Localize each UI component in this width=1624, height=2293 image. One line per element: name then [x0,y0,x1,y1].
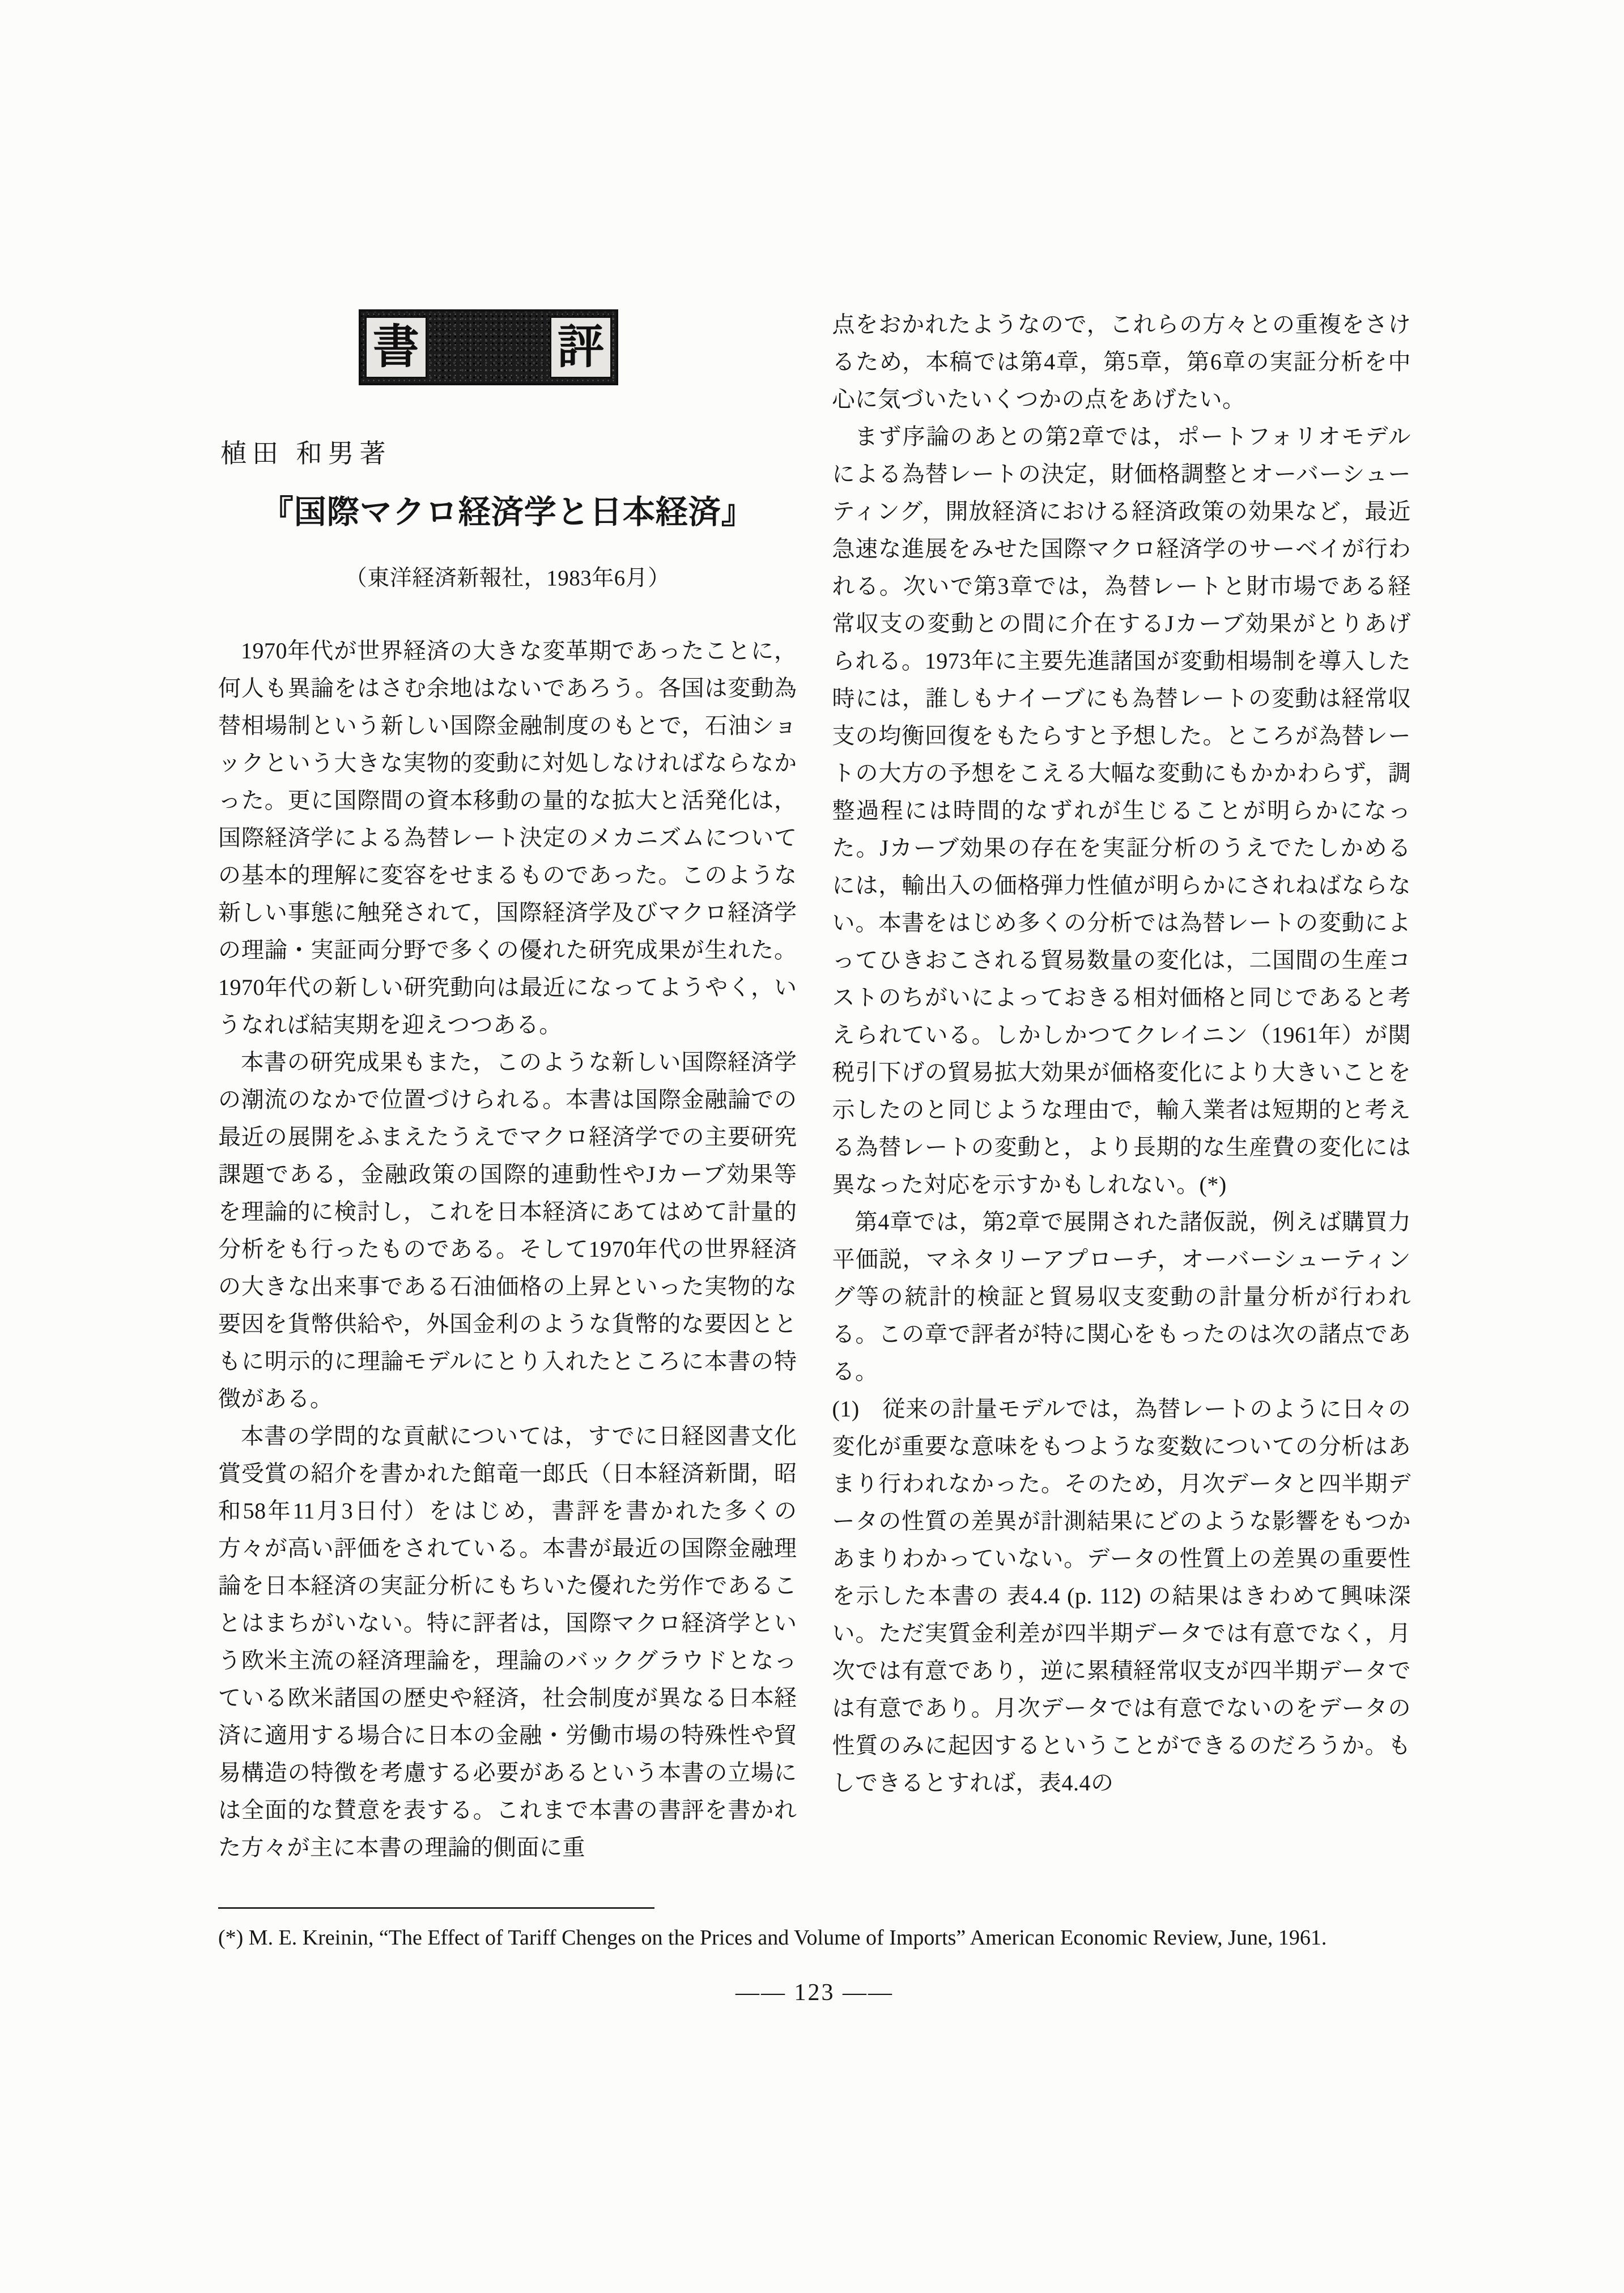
left-column [218,306,797,1866]
paragraph: 1970年代が世界経済の大きな変革期であったことに，何人も異論をはさむ余地はないであろう。各国は変動為替相場制という新しい国際金融制度のもとで，石油ショックという大きな実物的変動に対処しなければならなかった。更に国際間の資本移動の量的な拡大と活発化は，国際経済学による為替レート決定のメカニズムについての基本的理解に変容をせまるものであった。このような新しい事態に触発されて，国際経済学及びマクロ経済学の理論・実証両分野で多くの優れた研究成果が生れた。1970年代の新しい研究動向は最近になってようやく，いうなれば結実期を迎えつつある。 [218,638,797,1037]
book-title: 『国際マクロ経済学と日本経済』 [261,495,754,530]
right-column [832,306,1412,1866]
book-publisher: （東洋経済新報社，1983年6月） [345,566,670,590]
paragraph: 本書の学問的な貢献については，すでに日経図書文化賞受賞の紹介を書かれた館竜一郎氏（日本経済新聞，昭和58年11月3日付）をはじめ，書評を書かれた多くの方々が高い評価をされている。本書が最近の国際金融理論を日本経済の実証分析にもちいた優れた労作であることはまちがいない。特に評者は，国際マクロ経済学という欧米主流の経済理論を，理論のバックグラウドとなっている欧米諸国の歴史や経済，社会制度が異なる日本経済に適用する場合に日本の金融・労働市場の特殊性や貿易構造の特徴を考慮する必要があるという本書の立場には全面的な賛意を表する。これまで本書の書評を書かれた方々が主に本書の理論的側面に重 [218,1423,797,1860]
two-column-body [218,306,1411,1866]
book-review-stamp [359,309,618,385]
footnote-divider [218,1907,654,1909]
paragraph: まず序論のあとの第2章では，ポートフォリオモデルによる為替レートの決定，財価格調整とオーバーシューティング，開放経済における経済政策の効果など，最近急速な進展をみせた国際マクロ経済学のサーベイが行われる。次いで第3章では，為替レートと財市場である経常収支の変動との間に介在するJカーブ効果がとりあげられる。1973年に主要先進諸国が変動相場制を導入した時には，誰しもナイーブにも為替レートの変動は経常収支の均衡回復をもたらすと予想した。ところが為替レートの大方の予想をこえる大幅な変動にもかかわらず，調整過程には時間的なずれが生じることが明らかになった。Jカーブ効果の存在を実証分析のうえでたしかめるには，輸出入の価格弾力性値が明らかにされねばならない。本書をはじめ多くの分析では為替レートの変動によってひきおこされる貿易数量の変化は，二国間の生産コストのちがいによっておきる相対価格と同じであると考えられている。しかしかつてクレイニン（1961年）が関税引下げの貿易拡大効果が価格変化により大きいことを示したのと同じような理由で，輸入業者は短期的と考える為替レートの変動と，より長期的な生産費の変化には異なった対応を示すかもしれない。(*) [832,424,1411,1197]
stamp-char-hyo: 評 [550,316,612,378]
stamp-char-sho: 書 [365,316,427,378]
paragraph: (1) 従来の計量モデルでは，為替レートのように日々の変化が重要な意味をもつような変数についての分析はあまり行われなかった。そのため，月次データと四半期データの性質の差異が計測結果にどのような影響をもつかあまりわかっていない。データの性質上の差異の重要性を示した本書の 表4.4 (p. 112) の結果はきわめて興味深い。ただ実質金利差が四半期データでは有意でなく，月次では有意であり，逆に累積経常収支が四半期データでは有意であり。月次データでは有意でないのをデータの性質のみに起因するということができるのだろうか。もしできるとすれば，表4.4の [832,1396,1411,1796]
book-author: 植田 和男著 [220,439,392,468]
page-number: —— 123 —— [736,1980,894,2006]
footnote-area [218,1907,1411,1954]
paragraph: 第4章では，第2章で展開された諸仮説，例えば購買力平価説，マネタリーアプローチ，オーバーシューティング等の統計的検証と貿易収支変動の計量分析が行われる。この章で評者が特に関心をもったのは次の諸点である。 [832,1209,1411,1384]
paragraph: 点をおかれたようなので，これらの方々との重複をさけるため，本稿では第4章，第5章，第6章の実証分析を中心に気づいたいくつかの点をあげたい。 [832,312,1411,412]
footnote-text: (*) M. E. Kreinin, “The Effect of Tariff Chenges on the Prices and Volume of Imports” American Economic Review, June, 1961. [218,1926,1327,1950]
paragraph: 本書の研究成果もまた，このような新しい国際経済学の潮流のなかで位置づけられる。本書は国際金融論での最近の展開をふまえたうえでマクロ経済学での主要研究課題である，金融政策の国際的連動性やJカーブ効果等を理論的に検討し，これを日本経済にあてはめて計量的分析をも行ったものである。そして1970年代の世界経済の大きな出来事である石油価格の上昇といった実物的な要因を貨幣供給や，外国金利のような貨幣的な要因とともに明示的に理論モデルにとり入れたところに本書の特徴がある。 [218,1049,797,1411]
